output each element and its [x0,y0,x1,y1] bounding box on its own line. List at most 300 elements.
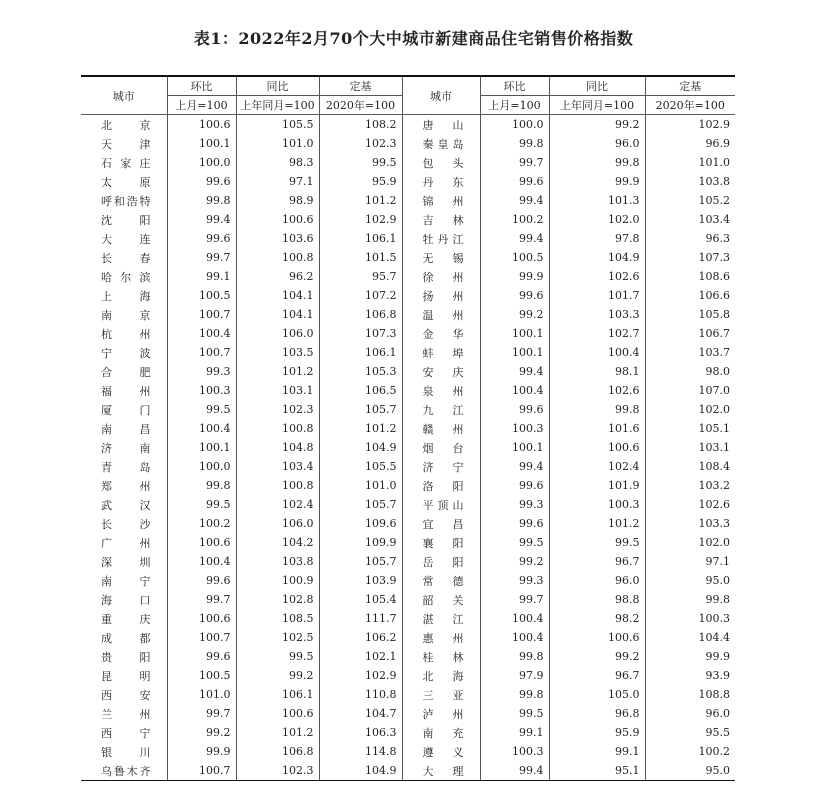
cell-city-right: 扬州 [402,286,480,305]
cell-fixed-left: 105.3 [319,362,402,381]
cell-yoy-right: 102.6 [549,267,645,286]
cell-mom-left: 99.3 [167,362,236,381]
cell-city-right: 襄阳 [402,533,480,552]
cell-fixed-left: 95.7 [319,267,402,286]
cell-fixed-right: 103.8 [645,172,735,191]
cell-fixed-left: 104.9 [319,438,402,457]
cell-fixed-right: 105.8 [645,305,735,324]
header-fixed-base-left: 2020年=100 [319,96,402,115]
cell-mom-right: 100.2 [480,210,549,229]
cell-yoy-left: 101.2 [236,723,319,742]
cell-fixed-left: 105.4 [319,590,402,609]
cell-mom-right: 99.5 [480,704,549,723]
table-row [81,400,735,419]
cell-mom-left: 100.6 [167,115,236,135]
table-row [81,761,735,781]
cell-yoy-left: 105.5 [236,115,319,135]
cell-yoy-right: 105.0 [549,685,645,704]
cell-fixed-left: 105.7 [319,552,402,571]
table-row [81,723,735,742]
cell-city-right: 北海 [402,666,480,685]
cell-yoy-left: 100.9 [236,571,319,590]
cell-mom-left: 100.7 [167,343,236,362]
cell-yoy-left: 103.4 [236,457,319,476]
cell-mom-left: 99.1 [167,267,236,286]
cell-mom-right: 100.4 [480,609,549,628]
cell-yoy-left: 99.2 [236,666,319,685]
cell-mom-right: 99.9 [480,267,549,286]
cell-mom-right: 99.7 [480,153,549,172]
cell-yoy-left: 104.1 [236,286,319,305]
cell-city-left: 兰州 [101,707,151,721]
cell-yoy-right: 102.7 [549,324,645,343]
cell-city-right: 徐州 [402,267,480,286]
cell-mom-right: 99.4 [480,229,549,248]
cell-yoy-right: 101.9 [549,476,645,495]
cell-city-right: 锦州 [402,191,480,210]
cell-city-left: 南昌 [101,422,151,436]
cell-city-left: 贵阳 [101,650,151,664]
cell-yoy-left: 106.0 [236,324,319,343]
cell-fixed-left: 102.9 [319,666,402,685]
cell-fixed-left: 105.5 [319,457,402,476]
cell-yoy-right: 100.4 [549,343,645,362]
cell-city-right: 惠州 [402,628,480,647]
cell-fixed-right: 106.7 [645,324,735,343]
cell-city-right: 包头 [402,153,480,172]
cell-mom-left: 99.6 [167,172,236,191]
cell-yoy-left: 98.3 [236,153,319,172]
cell-fixed-right: 102.0 [645,400,735,419]
cell-fixed-left: 106.5 [319,381,402,400]
cell-city-left: 长沙 [101,517,151,531]
cell-city-right: 岳阳 [402,552,480,571]
header-yoy-base-left: 上年同月=100 [236,96,319,115]
cell-mom-right: 99.3 [480,495,549,514]
cell-city-left: 成都 [101,631,151,645]
cell-yoy-right: 96.7 [549,666,645,685]
cell-fixed-left: 106.1 [319,343,402,362]
cell-mom-left: 100.3 [167,381,236,400]
table-row [81,571,735,590]
cell-yoy-left: 99.5 [236,647,319,666]
cell-mom-left: 99.7 [167,704,236,723]
table-row [81,115,735,135]
cell-city-left: 海口 [101,593,151,607]
cell-yoy-right: 99.8 [549,400,645,419]
cell-mom-left: 99.2 [167,723,236,742]
cell-fixed-right: 108.4 [645,457,735,476]
cell-yoy-right: 100.6 [549,438,645,457]
cell-city-right: 温州 [402,305,480,324]
table-row [81,552,735,571]
cell-city-right: 常德 [402,571,480,590]
cell-mom-left: 100.1 [167,134,236,153]
cell-mom-left: 100.7 [167,305,236,324]
cell-city-right: 安庆 [402,362,480,381]
cell-yoy-left: 104.8 [236,438,319,457]
cell-mom-right: 100.1 [480,438,549,457]
table-row [81,381,735,400]
cell-yoy-right: 101.3 [549,191,645,210]
cell-yoy-right: 100.3 [549,495,645,514]
cell-city-left: 太原 [101,175,151,189]
table-row [81,305,735,324]
cell-yoy-right: 102.6 [549,381,645,400]
cell-fixed-left: 106.8 [319,305,402,324]
cell-fixed-left: 102.9 [319,210,402,229]
cell-city-right: 赣州 [402,419,480,438]
cell-mom-right: 100.4 [480,628,549,647]
cell-yoy-right: 98.1 [549,362,645,381]
cell-city-right: 南充 [402,723,480,742]
cell-mom-left: 99.6 [167,229,236,248]
cell-city-left: 南宁 [101,574,151,588]
cell-fixed-left: 106.1 [319,229,402,248]
cell-yoy-left: 100.6 [236,210,319,229]
table-row [81,628,735,647]
cell-fixed-left: 110.8 [319,685,402,704]
table-row [81,210,735,229]
cell-yoy-right: 99.5 [549,533,645,552]
cell-yoy-right: 104.9 [549,248,645,267]
header-yoy-base-right: 上年同月=100 [549,96,645,115]
cell-yoy-left: 102.3 [236,761,319,781]
table-row [81,742,735,761]
cell-city-right: 唐山 [402,115,480,135]
cell-mom-left: 99.8 [167,476,236,495]
cell-city-right: 三亚 [402,685,480,704]
cell-fixed-right: 102.0 [645,533,735,552]
cell-mom-right: 100.3 [480,419,549,438]
cell-yoy-left: 100.8 [236,419,319,438]
cell-city-right: 宜昌 [402,514,480,533]
cell-fixed-left: 107.3 [319,324,402,343]
cell-fixed-left: 106.2 [319,628,402,647]
table-row [81,248,735,267]
cell-fixed-right: 108.6 [645,267,735,286]
cell-mom-left: 100.1 [167,438,236,457]
cell-city-left: 重庆 [101,612,151,626]
cell-fixed-right: 103.2 [645,476,735,495]
cell-mom-left: 100.6 [167,609,236,628]
cell-mom-right: 97.9 [480,666,549,685]
cell-mom-right: 99.3 [480,571,549,590]
cell-mom-left: 101.0 [167,685,236,704]
cell-fixed-right: 103.1 [645,438,735,457]
cell-yoy-right: 100.6 [549,628,645,647]
cell-mom-left: 99.8 [167,191,236,210]
cell-city-right: 遵义 [402,742,480,761]
cell-yoy-left: 102.3 [236,400,319,419]
cell-fixed-right: 97.1 [645,552,735,571]
cell-yoy-right: 98.2 [549,609,645,628]
table-row [81,286,735,305]
cell-yoy-right: 99.2 [549,115,645,135]
table-row [81,191,735,210]
cell-fixed-left: 108.2 [319,115,402,135]
cell-city-left: 福州 [101,384,151,398]
cell-city-right: 大理 [402,761,480,781]
table-row [81,666,735,685]
header-fixed-left: 定基 [319,76,402,96]
table-row [81,267,735,286]
cell-city-left: 呼和浩特 [101,194,151,208]
cell-fixed-left: 101.0 [319,476,402,495]
cell-city-left: 昆明 [101,669,151,683]
table-row [81,134,735,153]
cell-city-left: 武汉 [101,498,151,512]
table-row [81,704,735,723]
cell-city-left: 大连 [101,232,151,246]
table-row [81,229,735,248]
cell-fixed-left: 95.9 [319,172,402,191]
header-yoy-left: 同比 [236,76,319,96]
header-fixed-right: 定基 [645,76,735,96]
cell-fixed-left: 105.7 [319,400,402,419]
cell-yoy-left: 100.8 [236,248,319,267]
cell-fixed-right: 102.9 [645,115,735,135]
cell-mom-left: 99.4 [167,210,236,229]
cell-mom-right: 99.5 [480,533,549,552]
cell-yoy-left: 106.0 [236,514,319,533]
cell-mom-right: 99.6 [480,476,549,495]
cell-city-left: 杭州 [101,327,151,341]
cell-city-left: 长春 [101,251,151,265]
cell-fixed-right: 101.0 [645,153,735,172]
table-row [81,590,735,609]
cell-fixed-right: 100.3 [645,609,735,628]
header-yoy-right: 同比 [549,76,645,96]
cell-fixed-left: 102.3 [319,134,402,153]
cell-mom-right: 100.3 [480,742,549,761]
table-row [81,457,735,476]
cell-mom-left: 100.0 [167,457,236,476]
cell-mom-right: 99.4 [480,761,549,781]
cell-fixed-right: 100.2 [645,742,735,761]
cell-city-right: 韶关 [402,590,480,609]
cell-yoy-right: 96.0 [549,134,645,153]
cell-city-right: 九江 [402,400,480,419]
cell-city-left: 宁波 [101,346,151,360]
cell-city-right: 无锡 [402,248,480,267]
cell-city-right: 泸州 [402,704,480,723]
cell-fixed-right: 96.3 [645,229,735,248]
cell-mom-right: 99.6 [480,286,549,305]
cell-city-left: 合肥 [101,365,151,379]
cell-city-right: 烟台 [402,438,480,457]
cell-yoy-left: 103.5 [236,343,319,362]
cell-fixed-left: 104.9 [319,761,402,781]
cell-fixed-right: 95.0 [645,761,735,781]
cell-mom-left: 99.9 [167,742,236,761]
cell-fixed-right: 95.0 [645,571,735,590]
cell-fixed-right: 96.0 [645,704,735,723]
cell-fixed-left: 102.1 [319,647,402,666]
table-row [81,343,735,362]
cell-mom-right: 100.1 [480,324,549,343]
table-row [81,476,735,495]
cell-mom-left: 100.4 [167,552,236,571]
header-mom-base-right: 上月=100 [480,96,549,115]
header-mom-base-left: 上月=100 [167,96,236,115]
cell-mom-right: 99.8 [480,134,549,153]
cell-mom-left: 100.2 [167,514,236,533]
cell-yoy-left: 103.1 [236,381,319,400]
cell-fixed-left: 106.3 [319,723,402,742]
cell-mom-left: 100.0 [167,153,236,172]
table-row [81,647,735,666]
cell-mom-right: 99.6 [480,514,549,533]
cell-yoy-left: 100.6 [236,704,319,723]
cell-fixed-right: 95.5 [645,723,735,742]
cell-mom-right: 99.1 [480,723,549,742]
cell-city-left: 厦门 [101,403,151,417]
cell-city-right: 平顶山 [402,495,480,514]
cell-fixed-right: 103.7 [645,343,735,362]
header-mom-right: 环比 [480,76,549,96]
cell-mom-right: 100.4 [480,381,549,400]
cell-mom-right: 99.2 [480,552,549,571]
table-row [81,172,735,191]
cell-yoy-right: 99.9 [549,172,645,191]
cell-city-left: 济南 [101,441,151,455]
cell-yoy-left: 102.8 [236,590,319,609]
cell-yoy-left: 103.6 [236,229,319,248]
cell-yoy-right: 95.1 [549,761,645,781]
cell-mom-right: 99.4 [480,191,549,210]
cell-city-right: 蚌埠 [402,343,480,362]
cell-city-right: 吉林 [402,210,480,229]
cell-mom-right: 99.4 [480,457,549,476]
cell-mom-left: 100.7 [167,628,236,647]
cell-fixed-right: 103.3 [645,514,735,533]
cell-mom-left: 100.5 [167,286,236,305]
cell-city-left: 青岛 [101,460,151,474]
cell-city-right: 泉州 [402,381,480,400]
cell-city-left: 银川 [101,745,151,759]
cell-yoy-right: 95.9 [549,723,645,742]
cell-city-right: 丹东 [402,172,480,191]
table-row [81,362,735,381]
cell-mom-right: 100.1 [480,343,549,362]
cell-city-right: 湛江 [402,609,480,628]
table-row [81,609,735,628]
cell-mom-left: 99.5 [167,400,236,419]
cell-fixed-left: 101.2 [319,191,402,210]
cell-fixed-right: 107.0 [645,381,735,400]
cell-fixed-right: 99.8 [645,590,735,609]
cell-fixed-left: 107.2 [319,286,402,305]
cell-city-right: 牡丹江 [402,229,480,248]
cell-yoy-left: 103.8 [236,552,319,571]
cell-city-right: 洛阳 [402,476,480,495]
cell-fixed-right: 96.9 [645,134,735,153]
cell-fixed-right: 105.1 [645,419,735,438]
cell-yoy-right: 96.8 [549,704,645,723]
cell-fixed-left: 111.7 [319,609,402,628]
cell-city-left: 深圳 [101,555,151,569]
cell-fixed-left: 101.5 [319,248,402,267]
cell-yoy-left: 100.8 [236,476,319,495]
cell-fixed-left: 103.9 [319,571,402,590]
table-title: 表1：2022年2月70个大中城市新建商品住宅销售价格指数 [193,29,634,48]
table-row [81,419,735,438]
cell-yoy-right: 101.7 [549,286,645,305]
price-index-table [81,75,735,781]
header-fixed-base-right: 2020年=100 [645,96,735,115]
cell-fixed-right: 106.6 [645,286,735,305]
cell-city-left: 广州 [101,536,151,550]
cell-mom-right: 99.2 [480,305,549,324]
cell-fixed-right: 98.0 [645,362,735,381]
cell-mom-right: 100.0 [480,115,549,135]
cell-yoy-left: 101.2 [236,362,319,381]
cell-fixed-left: 105.7 [319,495,402,514]
table-row [81,153,735,172]
cell-yoy-left: 97.1 [236,172,319,191]
cell-fixed-right: 108.8 [645,685,735,704]
cell-yoy-right: 103.3 [549,305,645,324]
cell-yoy-left: 106.8 [236,742,319,761]
header-city-left: 城市 [81,76,167,115]
table-row [81,438,735,457]
cell-fixed-left: 114.8 [319,742,402,761]
cell-mom-left: 99.7 [167,248,236,267]
cell-city-right: 金华 [402,324,480,343]
cell-mom-left: 99.6 [167,647,236,666]
cell-fixed-right: 103.4 [645,210,735,229]
cell-mom-left: 100.5 [167,666,236,685]
cell-yoy-right: 99.1 [549,742,645,761]
cell-mom-right: 99.6 [480,172,549,191]
cell-mom-right: 99.6 [480,400,549,419]
cell-fixed-left: 109.9 [319,533,402,552]
table-row [81,324,735,343]
cell-mom-left: 99.5 [167,495,236,514]
cell-yoy-right: 102.0 [549,210,645,229]
cell-fixed-left: 101.2 [319,419,402,438]
cell-mom-left: 100.7 [167,761,236,781]
cell-city-left: 西安 [101,688,151,702]
header-mom-left: 环比 [167,76,236,96]
table-row [81,685,735,704]
cell-fixed-right: 99.9 [645,647,735,666]
cell-yoy-left: 104.1 [236,305,319,324]
cell-city-left: 哈尔滨 [101,270,151,284]
table-row [81,533,735,552]
cell-yoy-left: 98.9 [236,191,319,210]
cell-mom-left: 100.4 [167,419,236,438]
cell-fixed-right: 107.3 [645,248,735,267]
header-city-right: 城市 [402,76,480,115]
cell-yoy-right: 101.2 [549,514,645,533]
cell-fixed-left: 99.5 [319,153,402,172]
cell-fixed-right: 104.4 [645,628,735,647]
cell-mom-right: 99.8 [480,685,549,704]
cell-city-left: 北京 [101,118,151,132]
table-body [81,115,735,781]
cell-yoy-left: 102.5 [236,628,319,647]
cell-yoy-left: 96.2 [236,267,319,286]
cell-yoy-right: 96.7 [549,552,645,571]
cell-city-left: 天津 [101,137,151,151]
cell-city-left: 郑州 [101,479,151,493]
cell-mom-left: 100.4 [167,324,236,343]
cell-mom-right: 99.8 [480,647,549,666]
cell-yoy-right: 99.8 [549,153,645,172]
cell-yoy-right: 101.6 [549,419,645,438]
